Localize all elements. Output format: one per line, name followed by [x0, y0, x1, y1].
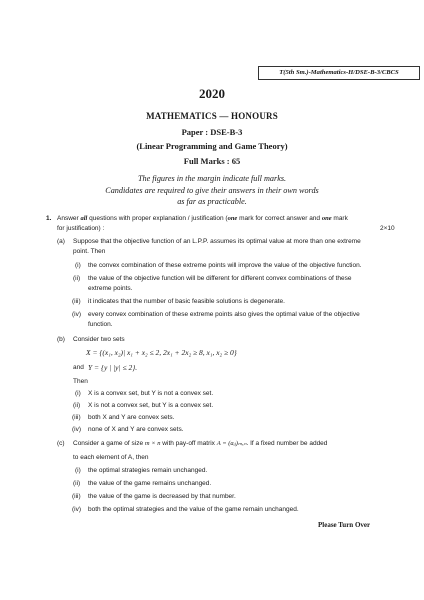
question-marks: 2×10	[380, 225, 395, 232]
part-a-option-3: it indicates that the number of basic feasible solutions is degenerate.	[88, 298, 285, 305]
part-a-option-4-line2: function.	[88, 321, 113, 328]
part-c-label: (c)	[57, 440, 65, 447]
part-c-option-4: both the optimal strategies and the value of the game remain unchanged.	[88, 506, 299, 513]
part-c-option-label: (iv)	[72, 506, 82, 513]
part-a-option-2: the value of the objective function will be different for different convex combinations of these	[88, 275, 352, 282]
part-b-option-label: (iii)	[72, 414, 81, 421]
exam-year: 2020	[199, 86, 225, 101]
set-x-definition: X = {(x₁, x₂)| x₁ + x₂ ≤ 2, 2x₁ + 2x₂ ≥ 8, x₁, x₂ ≥ 0}	[86, 348, 237, 357]
paper-code-box: T(5th Sm.)-Mathematics-H/DSE-B-3/CBCS	[258, 66, 420, 80]
part-b-option-label: (i)	[75, 390, 81, 397]
paper-code: Paper : DSE-B-3	[181, 127, 243, 137]
part-b-option-1: X is a convex set, but Y is not a convex set.	[88, 390, 214, 397]
part-a-option-label: (iii)	[72, 298, 81, 305]
part-c-option-label: (i)	[75, 467, 81, 474]
set-y-definition: Y = {y | |y| ≤ 2}.	[88, 363, 138, 372]
part-c-text: Consider a game of size m × n with pay-off matrix A = (aᵢⱼ)ₘₓₙ. If a fixed number be added	[73, 440, 328, 447]
part-b-option-label: (iv)	[72, 426, 82, 433]
subject-title: MATHEMATICS — HONOURS	[146, 111, 278, 121]
full-marks: Full Marks : 65	[183, 156, 241, 166]
part-a-option-label: (ii)	[73, 275, 81, 282]
part-c-option-2: the value of the game remains unchanged.	[88, 480, 212, 487]
question-intro: Answer all questions with proper explanation / justification (one mark for correct answer and one mark	[57, 215, 348, 222]
part-b-option-3: both X and Y are convex sets.	[88, 414, 175, 421]
instruction-margin-marks: The figures in the margin indicate full marks.	[137, 174, 287, 183]
part-b-option-2: X is not a convex set, but Y is a convex set.	[88, 402, 214, 409]
part-a-label: (a)	[57, 238, 65, 245]
part-b-option-label: (ii)	[73, 402, 81, 409]
part-a-text-line2: point. Then	[73, 248, 106, 255]
part-c-option-1: the optimal strategies remain unchanged.	[88, 467, 208, 474]
part-a-option-2-line2: extreme points.	[88, 285, 133, 292]
page-footer: Please Turn Over	[318, 521, 371, 529]
part-a-option-1: the convex combination of these extreme points will improve the value of the objective function.	[88, 262, 362, 269]
part-c-option-3: the value of the game is decreased by that number.	[88, 493, 236, 500]
part-b-text: Consider two sets	[73, 336, 125, 343]
instruction-own-words: Candidates are required to give their answers in their own words	[105, 186, 319, 195]
part-b-option-4: none of X and Y are convex sets.	[88, 426, 184, 433]
part-a-option-label: (iv)	[72, 311, 82, 318]
part-b-label: (b)	[57, 336, 65, 343]
part-a-text: Suppose that the objective function of an L.P.P. assumes its optimal value at more than one extreme	[73, 238, 361, 245]
part-a-option-label: (i)	[75, 262, 81, 269]
part-c-option-label: (ii)	[73, 480, 81, 487]
question-number: 1.	[46, 215, 52, 222]
part-c-option-label: (iii)	[72, 493, 81, 500]
part-a-option-4: every convex combination of these extreme points also gives the optimal value of the objective	[88, 311, 360, 318]
course-title: (Linear Programming and Game Theory)	[136, 141, 288, 151]
instruction-practicable: as far as practicable.	[177, 197, 247, 206]
question-intro-line2: for justification) :	[57, 225, 105, 232]
part-b-and: and	[73, 364, 84, 371]
part-b-then: Then	[73, 378, 88, 385]
part-c-text-line2: to each element of A, then	[73, 454, 149, 461]
